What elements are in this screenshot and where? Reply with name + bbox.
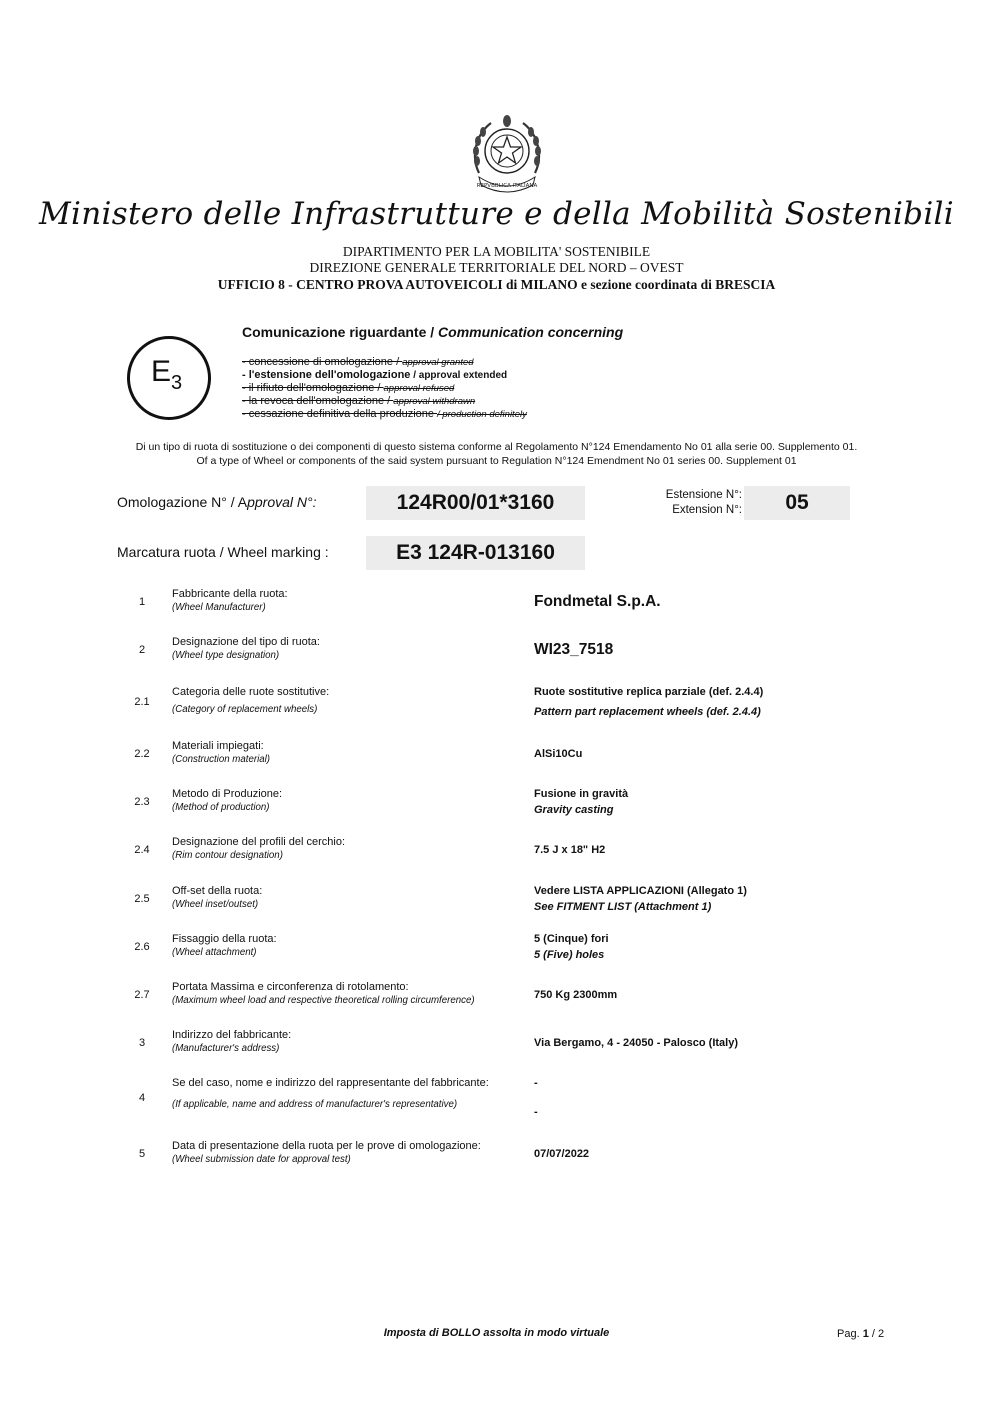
option-approval-extended: - l'estensione dell'omologazione / approval extended: [242, 369, 508, 381]
italian-republic-emblem: [465, 113, 549, 197]
field-label: Fabbricante della ruota: (Wheel Manufacturer): [172, 588, 288, 613]
svg-text:REPVBBLICA ITALIANA: REPVBBLICA ITALIANA: [476, 183, 538, 189]
communication-title: Comunicazione riguardante / Communication concerning: [242, 324, 624, 340]
extension-label: Estensione N°: Extension N°:: [665, 489, 742, 516]
field-value: Via Bergamo, 4 - 24050 - Palosco (Italy): [534, 1037, 738, 1049]
field-value: 7.5 J x 18" H2: [534, 844, 606, 856]
regulation-text-it: Di un tipo di ruota di sostituzione o dei componenti di questo sistema conforme al Regolamento N°124 Emendamento No 01 alla serie 00. Supplemento 01.: [135, 441, 858, 453]
field-value: Fondmetal S.p.A.: [534, 593, 661, 610]
field-value-en: 5 (Five) holes: [534, 949, 605, 961]
approval-mark: $E_3$: [151, 355, 183, 394]
field-value: 07/07/2022: [534, 1148, 590, 1160]
field-value: Ruote sostitutive replica parziale (def. 2.4.4): [534, 686, 764, 698]
field-label: Metodo di Produzione: (Method of production): [172, 788, 283, 813]
approval-number-label: Omologazione N° / Approval N°:: [117, 494, 317, 510]
field-number: 3: [138, 1037, 146, 1049]
office-line: UFFICIO 8 - CENTRO PROVA AUTOVEICOLI di MILANO e sezione coordinata di BRESCIA: [217, 277, 776, 292]
field-label: Materiali impiegati: (Construction material): [172, 740, 270, 765]
field-number: 2: [138, 644, 146, 656]
field-label: Off-set della ruota: (Wheel inset/outset): [172, 885, 263, 910]
field-label: Designazione del profili del cerchio: (Rim contour designation): [172, 836, 346, 861]
field-value-en: Gravity casting: [534, 804, 614, 816]
field-value-en: See FITMENT LIST (Attachment 1): [534, 901, 712, 913]
field-value: WI23_7518: [534, 641, 614, 658]
ministry-title: Ministero delle Infrastrutture e della Mobilità Sostenibili: [39, 196, 954, 232]
field-value-en: Pattern part replacement wheels (def. 2.4.4): [534, 706, 761, 718]
option-approval-granted: - concessione di omologazione / approval granted: [242, 356, 474, 368]
approval-number: 124R00/01*3160: [366, 486, 585, 520]
field-number: 2.6: [134, 941, 150, 953]
field-number: 2.7: [134, 989, 150, 1001]
field-number: 2.4: [134, 844, 150, 856]
option-approval-withdrawn: - la revoca dell'omologazione / approval withdrawn: [242, 395, 476, 407]
field-label: Indirizzo del fabbricante: (Manufacturer's address): [172, 1029, 292, 1054]
extension-number: 05: [744, 486, 850, 520]
field-label: Fissaggio della ruota: (Wheel attachment): [172, 933, 277, 958]
page-number: Pag. 1 / 2: [837, 1328, 885, 1340]
regulation-text-en: Of a type of Wheel or components of the said system pursuant to Regulation N°124 Emendment No 01 series 00. Supplement 01: [196, 455, 797, 467]
field-value: Vedere LISTA APPLICAZIONI (Allegato 1): [534, 885, 747, 897]
field-number: 2.2: [134, 748, 150, 760]
field-value: -: [534, 1077, 538, 1089]
field-label: Se del caso, nome e indirizzo del rappresentante del fabbricante: (If applicable, name and address of manufacturer's representative): [172, 1077, 489, 1110]
field-number: 2.3: [134, 796, 150, 808]
wheel-marking-label: Marcatura ruota / Wheel marking :: [117, 544, 329, 560]
stamp-duty-note: Imposta di BOLLO assolta in modo virtuale: [383, 1327, 610, 1339]
field-label: Portata Massima e circonferenza di rotolamento: (Maximum wheel load and respective theoretical rolling circumference): [172, 981, 475, 1006]
field-number: 2.5: [134, 893, 150, 905]
field-label: Data di presentazione della ruota per le prove di omologazione: (Wheel submission date for approval test): [172, 1140, 481, 1165]
field-label: Designazione del tipo di ruota: (Wheel type designation): [172, 636, 320, 661]
field-value-2: -: [534, 1106, 538, 1118]
field-number: 5: [138, 1148, 146, 1160]
field-value: Fusione in gravità: [534, 788, 629, 800]
field-value: AlSi10Cu: [534, 748, 583, 760]
field-number: 2.1: [134, 696, 150, 708]
option-approval-refused: - il rifiuto dell'omologazione / approval refused: [242, 382, 455, 394]
department-line: DIPARTIMENTO PER LA MOBILITA' SOSTENIBILE: [342, 244, 651, 259]
option-production-discontinued: - cessazione definitiva della produzione / production definitely: [242, 408, 527, 420]
wheel-marking: E3 124R-013160: [366, 536, 585, 570]
direction-line: DIREZIONE GENERALE TERRITORIALE DEL NORD – OVEST: [309, 260, 684, 275]
field-value: 5 (Cinque) fori: [534, 933, 609, 945]
field-value: 750 Kg 2300mm: [534, 989, 618, 1001]
field-number: 4: [138, 1092, 146, 1104]
field-label: Categoria delle ruote sostitutive: (Category of replacement wheels): [172, 686, 330, 715]
field-number: 1: [138, 596, 146, 608]
